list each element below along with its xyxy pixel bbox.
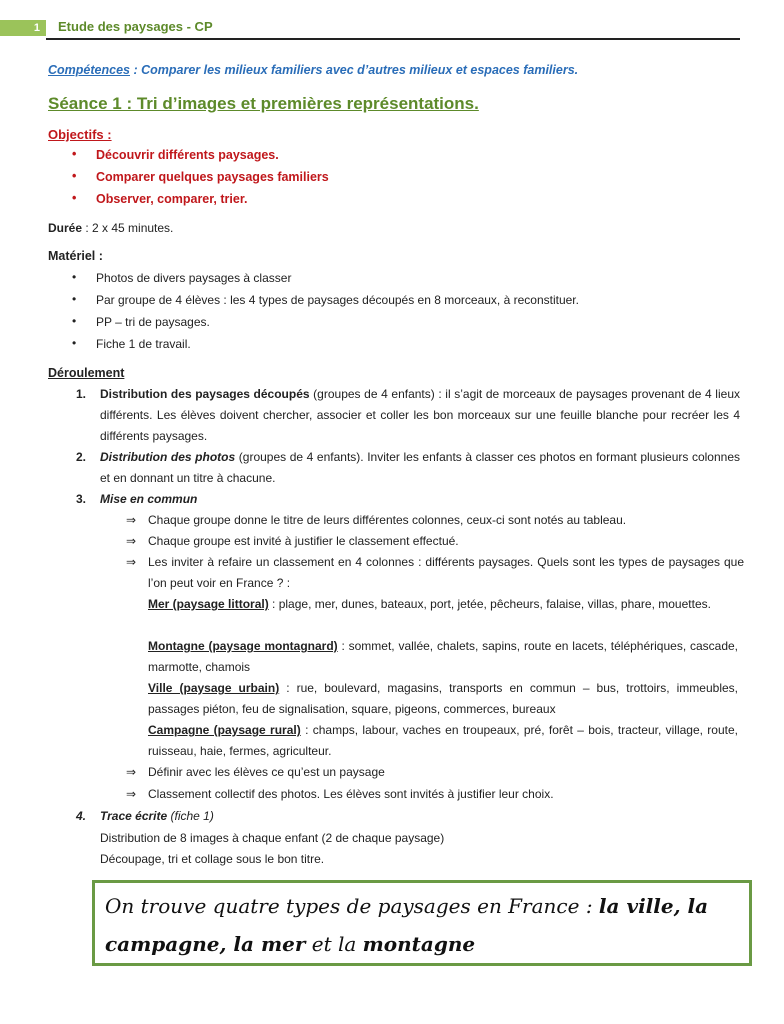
step-text xyxy=(100,806,740,827)
summary-intro: On trouve quatre types de paysages en France : xyxy=(105,894,599,918)
arrow-text: Classement collectif des photos. Les élèves sont invités à justifier leur choix. xyxy=(148,787,554,801)
step-title: Mise en commun xyxy=(100,492,198,506)
materiel-list xyxy=(70,271,579,359)
step-subtitle: (fiche 1) xyxy=(167,809,214,823)
step-number: 1. xyxy=(76,387,87,401)
arrow-text: Chaque groupe est invité à justifier le classement effectué. xyxy=(148,534,459,548)
step-number: 2. xyxy=(76,450,87,464)
materiel-item: • Photos de divers paysages à classer xyxy=(70,271,579,293)
category-name: Montagne (paysage montagnard) xyxy=(148,639,338,653)
objectifs-list xyxy=(70,148,329,214)
category-name: Ville (paysage urbain) xyxy=(148,681,280,695)
materiel-item: • Fiche 1 de travail. xyxy=(70,337,579,359)
summary-text xyxy=(105,887,739,963)
arrow-icon: ⇒ xyxy=(126,555,137,569)
materiel-label: Matériel : xyxy=(48,249,103,263)
competences-label: Compétences xyxy=(48,63,130,77)
step-body: (groupes de 4 enfants). Inviter les enfants à classer ces photos en formant plusieurs colonnes et en donnant un titre à chacune. xyxy=(100,450,740,485)
step-number: 4. xyxy=(76,809,87,823)
objectif-item: • Découvrir différents paysages. xyxy=(70,148,329,170)
category-name: Campagne (paysage rural) xyxy=(148,723,301,737)
category-text: : plage, mer, dunes, bateaux, port, jetée, pêcheurs, falaise, villas, phare, mouettes. xyxy=(268,597,711,611)
category-text: : sommet, vallée, chalets, sapins, route en lacets, téléphériques, cascade, marmotte, chamois xyxy=(148,639,739,674)
summary-last: montagne xyxy=(362,932,476,956)
summary-tail: et la xyxy=(305,932,363,956)
competences-text: : Comparer les milieux familiers avec d’autres milieux et espaces familiers. xyxy=(129,63,579,77)
deroulement-label: Déroulement xyxy=(48,366,125,380)
trace-line: Découpage, tri et collage sous le bon titre. xyxy=(100,852,325,866)
materiel-item: • Par groupe de 4 élèves : les 4 types de paysages découpés en 8 morceaux, à reconstituer. xyxy=(70,293,579,315)
step-text xyxy=(100,489,740,510)
summary-bold: la ville, la campagne, la mer xyxy=(105,894,709,956)
step-title: Trace écrite xyxy=(100,809,168,823)
seance-title: Séance 1 : Tri d’images et premières représentations. xyxy=(48,94,479,113)
step-title: Distribution des photos xyxy=(100,450,236,464)
arrow-icon: ⇒ xyxy=(126,513,137,527)
header-title: Etude des paysages - CP xyxy=(58,19,213,34)
arrow-text: Définir avec les élèves ce qu’est un paysage xyxy=(148,765,385,779)
step-text xyxy=(100,447,740,489)
page-header xyxy=(0,18,740,44)
duree-label: Durée xyxy=(48,221,83,235)
category-ville xyxy=(148,678,738,720)
category-text: : rue, boulevard, magasins, transports en commun – bus, trottoirs, immeubles, passages piéton, feu de signalisation, square, pigeons, commerces, bureaux xyxy=(148,681,738,716)
trace-lines xyxy=(100,828,444,870)
step-text xyxy=(100,384,740,447)
materiel-item: • PP – tri de paysages. xyxy=(70,315,579,337)
step-title: Distribution des paysages découpés xyxy=(100,387,310,401)
arrow-icon: ⇒ xyxy=(126,765,137,779)
arrow-icon: ⇒ xyxy=(126,534,137,548)
duree xyxy=(48,221,173,235)
step-number: 3. xyxy=(76,492,87,506)
arrow-text: Chaque groupe donne le titre de leurs différentes colonnes, ceux-ci sont notés au tableau. xyxy=(148,513,627,527)
arrow-text: Les inviter à refaire un classement en 4 colonnes : différents paysages. Quels sont les types de paysages que l’on peut voir en France ? : xyxy=(148,555,744,590)
page-number: 1 xyxy=(0,20,46,36)
objectifs-label: Objectifs : xyxy=(48,127,112,142)
category-name: Mer (paysage littoral) xyxy=(148,597,269,611)
objectif-item: • Comparer quelques paysages familiers xyxy=(70,170,329,192)
category-text: : champs, labour, vaches en troupeaux, pré, forêt – bois, tracteur, village, route, ruisseau, haie, fermes, agriculteur. xyxy=(148,723,738,758)
summary-box xyxy=(92,880,752,966)
trace-line: Distribution de 8 images à chaque enfant (2 de chaque paysage) xyxy=(100,831,445,845)
objectif-item: • Observer, comparer, trier. xyxy=(70,192,329,214)
duree-value: : 2 x 45 minutes. xyxy=(82,221,174,235)
arrow-icon: ⇒ xyxy=(126,787,137,801)
category-campagne xyxy=(148,720,738,762)
category-mer xyxy=(148,594,738,615)
header-divider xyxy=(46,38,740,40)
competences xyxy=(48,63,578,77)
step-body: (groupes de 4 enfants) : il s’agit de morceaux de paysages provenant de 4 lieux différents. Les élèves doivent chercher, associer et coller les bon morceaux sur une feuille blanche pour recréer les 4 différents paysages. xyxy=(100,387,740,443)
category-montagne xyxy=(148,636,738,678)
